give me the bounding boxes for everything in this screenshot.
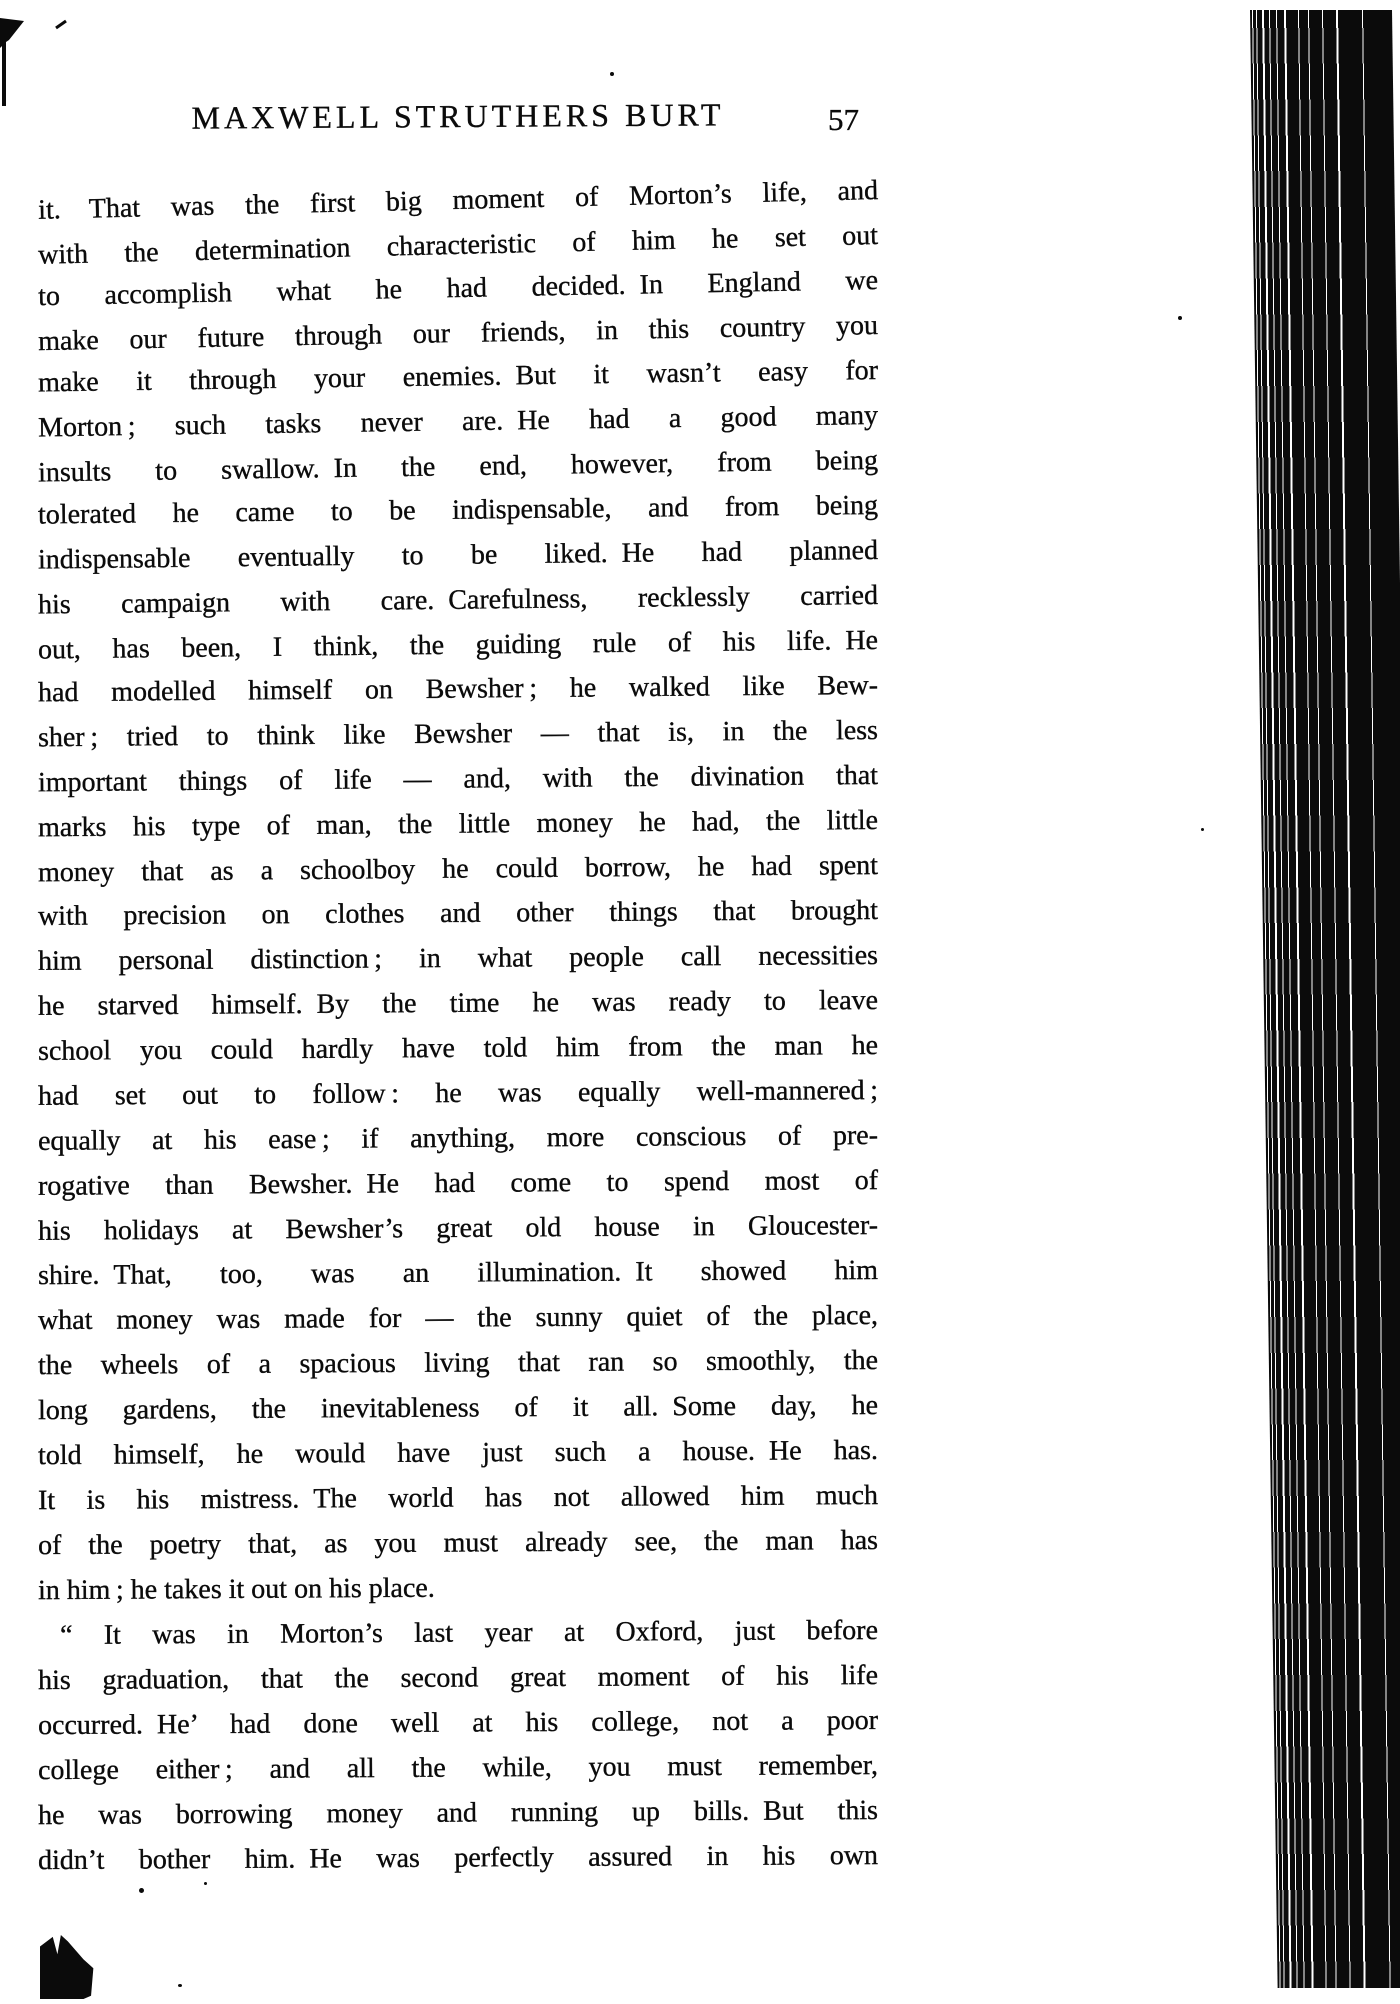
text-line: him personal distinction ; in what people call necessities: [37, 940, 879, 977]
paragraph: [38, 1608, 878, 1878]
text-line: told himself, he would have just such a house. He has.: [37, 1435, 879, 1472]
text-line: tolerated he came to be indispensable, and from being: [37, 490, 879, 531]
text-line: of the poetry that, as you must already see, the man has: [37, 1525, 879, 1562]
text-line: it. That was the first big moment of Morton’s life, and: [37, 175, 879, 226]
text-line: occurred. He’ had done well at his college, not a poor: [37, 1705, 879, 1742]
ink-speck: [610, 72, 614, 76]
text-line: he was borrowing money and running up bills. But this: [37, 1795, 879, 1832]
text-line: It is his mistress. The world has not allowed him much: [37, 1480, 879, 1517]
ink-speck: [1178, 316, 1182, 320]
text-line: insults to swallow. In the end, however, from being: [37, 445, 879, 489]
text-line: he starved himself. By the time he was ready to leave: [37, 985, 879, 1022]
text-line: sher ; tried to think like Bewsher — that is, in the less: [37, 715, 879, 754]
page-text-block: [38, 168, 878, 1878]
ink-speck: [204, 1882, 207, 1885]
paragraph: [38, 168, 878, 1608]
text-line: his holidays at Bewsher’s great old house in Gloucester-: [37, 1210, 879, 1247]
text-line: marks his type of man, the little money he had, the little: [37, 805, 879, 844]
text-line: with the determination characteristic of him he set out: [37, 220, 879, 271]
text-line: his campaign with care. Carefulness, recklessly carried: [37, 580, 879, 621]
text-line: Morton ; such tasks never are. He had a good many: [37, 400, 879, 444]
ink-speck: [178, 1984, 182, 1987]
text-line: shire. That, too, was an illumination. It showed him: [37, 1255, 879, 1292]
text-line: long gardens, the inevitableness of it all. Some day, he: [37, 1390, 879, 1427]
binding-gutter-scan-band: [1250, 10, 1400, 1988]
text-line: important things of life — and, with the divination that: [37, 760, 879, 799]
text-line: “ It was in Morton’s last year at Oxford, just before: [59, 1615, 879, 1651]
text-line: his graduation, that the second great moment of his life: [37, 1660, 879, 1697]
text-line: didn’t bother him. He was perfectly assured in his own: [37, 1840, 879, 1877]
text-line: to accomplish what he had decided. In England we: [37, 265, 879, 313]
text-line: equally at his ease ; if anything, more conscious of pre-: [37, 1120, 879, 1157]
running-header: [38, 98, 878, 142]
text-line: indispensable eventually to be liked. He had planned: [37, 535, 879, 576]
ink-speck: [1201, 828, 1204, 831]
text-line: make it through your enemies. But it wasn’t easy for: [37, 355, 879, 399]
text-line: make our future through our friends, in this country you: [37, 310, 879, 358]
text-line: what money was made for — the sunny quiet of the place,: [37, 1300, 879, 1337]
text-line: had set out to follow : he was equally well-mannered ;: [37, 1075, 879, 1112]
ink-speck: [139, 1888, 144, 1893]
text-line: school you could hardly have told him from the man he: [37, 1030, 879, 1067]
text-line: in him ; he takes it out on his place.: [37, 1572, 435, 1607]
page-number: 57: [828, 102, 859, 137]
text-line: college either ; and all the while, you must remember,: [37, 1750, 879, 1787]
page-corner-tear-mark: [0, 18, 70, 110]
page-header-title: MAXWELL STRUTHERS BURT: [191, 96, 725, 136]
text-line: the wheels of a spacious living that ran so smoothly, the: [37, 1345, 879, 1382]
text-line: with precision on clothes and other things that brought: [37, 895, 879, 932]
text-line: rogative than Bewsher. He had come to spend most of: [37, 1165, 879, 1202]
text-line: out, has been, I think, the guiding rule of his life. He: [37, 625, 879, 666]
ink-blotch: [40, 1935, 98, 1999]
text-line: had modelled himself on Bewsher ; he walked like Bew-: [37, 670, 879, 709]
text-line: money that as a schoolboy he could borrow, he had spent: [37, 850, 879, 889]
